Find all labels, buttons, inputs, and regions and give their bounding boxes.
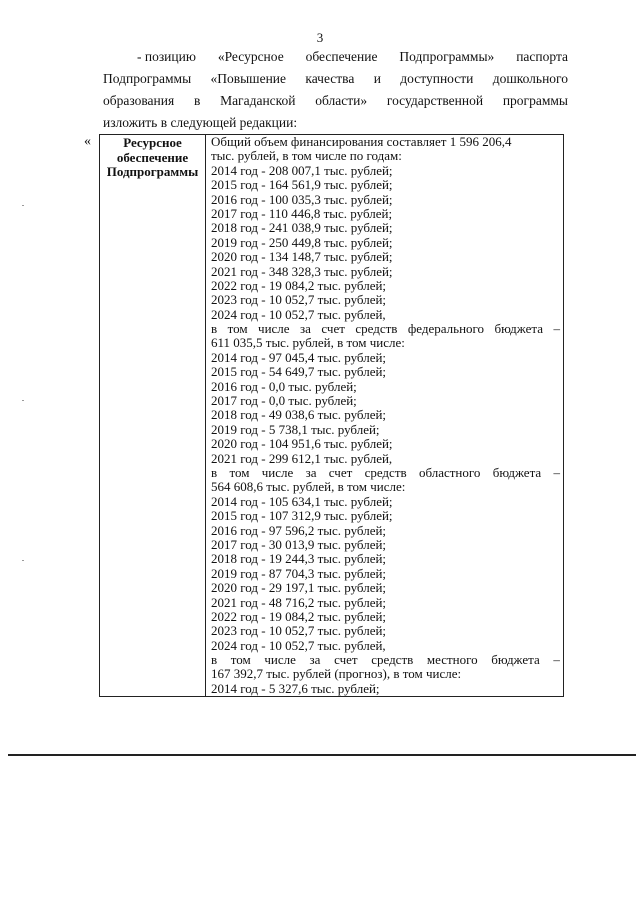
funding-line: 2021 год - 48 716,2 тыс. рублей; bbox=[211, 594, 387, 610]
intro-word: обеспечение bbox=[305, 49, 378, 64]
intro-word: образования bbox=[103, 93, 175, 108]
funding-word: числе bbox=[261, 464, 294, 480]
funding-line: 2014 год - 97 045,4 тыс. рублей; bbox=[211, 349, 387, 365]
funding-line: 2014 год - 105 634,1 тыс. рублей; bbox=[211, 493, 393, 509]
funding-line: 167 392,7 тыс. рублей (прогноз), в том числе: bbox=[211, 666, 462, 682]
scan-speck bbox=[22, 400, 24, 401]
intro-word: программы bbox=[502, 93, 568, 108]
funding-line bbox=[211, 653, 560, 667]
funding-word: за bbox=[300, 321, 311, 337]
intro-word: доступности bbox=[400, 71, 474, 86]
row-content-cell bbox=[206, 135, 564, 697]
funding-line: 2023 год - 10 052,7 тыс. рублей; bbox=[211, 623, 387, 639]
funding-line: 2018 год - 19 244,3 тыс. рублей; bbox=[211, 551, 387, 567]
funding-line bbox=[211, 466, 560, 480]
funding-line: 2024 год - 10 052,7 тыс. рублей, bbox=[211, 637, 386, 653]
intro-word: «Повышение bbox=[210, 71, 287, 86]
funding-line: 2016 год - 97 596,2 тыс. рублей; bbox=[211, 522, 387, 538]
intro-line-3 bbox=[103, 90, 568, 112]
funding-word: том bbox=[227, 321, 248, 337]
funding-line: 2024 год - 10 052,7 тыс. рублей, bbox=[211, 306, 386, 322]
intro-word: паспорта bbox=[516, 49, 568, 64]
funding-word: бюджета bbox=[492, 464, 542, 480]
resource-table bbox=[99, 134, 564, 697]
funding-word: бюджета bbox=[491, 652, 540, 668]
funding-word: числе bbox=[264, 652, 296, 668]
intro-word: дошкольного bbox=[492, 71, 568, 86]
funding-line: 2022 год - 19 084,2 тыс. рублей; bbox=[211, 608, 387, 624]
funding-line: 2017 год - 0,0 тыс. рублей; bbox=[211, 393, 357, 409]
funding-word: областного bbox=[418, 464, 481, 480]
funding-line: 2014 год - 208 007,1 тыс. рублей; bbox=[211, 162, 393, 178]
intro-word: качества bbox=[305, 71, 355, 86]
funding-word: – bbox=[553, 652, 560, 668]
funding-word: бюджета bbox=[494, 321, 543, 337]
funding-word: в bbox=[211, 652, 218, 668]
funding-word: федерального bbox=[407, 321, 485, 337]
opening-quote: « bbox=[84, 134, 91, 149]
funding-line: 2014 год - 5 327,6 тыс. рублей; bbox=[211, 680, 380, 696]
funding-line: Общий объем финансирования составляет 1 596 206,4 bbox=[211, 134, 512, 149]
funding-word: том bbox=[229, 464, 250, 480]
intro-line-2 bbox=[103, 68, 568, 90]
funding-line: 2019 год - 5 738,1 тыс. рублей; bbox=[211, 421, 380, 437]
funding-line: 2017 год - 110 446,8 тыс. рублей; bbox=[211, 205, 393, 221]
intro-word: Подпрограммы bbox=[103, 71, 192, 86]
funding-line: 2023 год - 10 052,7 тыс. рублей; bbox=[211, 292, 387, 308]
funding-line bbox=[211, 322, 560, 336]
funding-word: счет bbox=[321, 321, 345, 337]
funding-word: – bbox=[553, 464, 560, 480]
funding-line: 611 035,5 тыс. рублей, в том числе: bbox=[211, 335, 405, 351]
funding-word: в bbox=[211, 464, 218, 480]
intro-line-1 bbox=[103, 46, 568, 68]
funding-line: 2016 год - 0,0 тыс. рублей; bbox=[211, 378, 357, 394]
page-number: 3 bbox=[316, 30, 324, 45]
intro-word: - позицию bbox=[137, 49, 196, 64]
funding-line: 2020 год - 29 197,1 тыс. рублей; bbox=[211, 580, 387, 596]
funding-line: 2015 год - 107 312,9 тыс. рублей; bbox=[211, 508, 393, 524]
row-label-cell bbox=[100, 135, 206, 697]
funding-line: 2017 год - 30 013,9 тыс. рублей; bbox=[211, 536, 387, 552]
intro-word: области» bbox=[315, 93, 368, 108]
funding-line: 564 608,6 тыс. рублей, в том числе: bbox=[211, 479, 406, 495]
funding-line: 2016 год - 100 035,3 тыс. рублей; bbox=[211, 191, 393, 207]
intro-word: государственной bbox=[386, 93, 484, 108]
table-row bbox=[100, 135, 564, 697]
intro-paragraph bbox=[103, 46, 568, 134]
intro-word: Магаданской bbox=[220, 93, 296, 108]
funding-word: средств bbox=[355, 321, 398, 337]
funding-word: за bbox=[309, 652, 321, 668]
funding-line: 2015 год - 164 561,9 тыс. рублей; bbox=[211, 177, 393, 193]
funding-line: 2019 год - 250 449,8 тыс. рублей; bbox=[211, 234, 393, 250]
intro-line-4: изложить в следующей редакции: bbox=[103, 115, 298, 130]
funding-line: 2018 год - 49 038,6 тыс. рублей; bbox=[211, 407, 387, 423]
funding-line: тыс. рублей, в том числе по годам: bbox=[211, 148, 402, 164]
scan-speck bbox=[22, 205, 24, 206]
funding-line: 2020 год - 104 951,6 тыс. рублей; bbox=[211, 436, 393, 452]
funding-word: за bbox=[305, 464, 317, 480]
funding-line: 2020 год - 134 148,7 тыс. рублей; bbox=[211, 249, 393, 265]
row-label-line: Ресурсное bbox=[123, 135, 182, 150]
funding-word: числе bbox=[258, 321, 290, 337]
intro-word: Подпрограммы» bbox=[399, 49, 495, 64]
funding-line: 2015 год - 54 649,7 тыс. рублей; bbox=[211, 364, 387, 380]
intro-word: и bbox=[373, 71, 381, 86]
row-label-line: обеспечение bbox=[116, 149, 189, 165]
funding-line: 2021 год - 299 612,1 тыс. рублей, bbox=[211, 450, 393, 466]
funding-line: 2021 год - 348 328,3 тыс. рублей; bbox=[211, 263, 393, 279]
funding-word: местного bbox=[426, 652, 478, 668]
funding-word: средств bbox=[364, 464, 407, 480]
funding-word: – bbox=[553, 321, 560, 337]
funding-word: счет bbox=[334, 652, 358, 668]
funding-line: 2019 год - 87 704,3 тыс. рублей; bbox=[211, 565, 387, 581]
row-label-line: Подпрограммы bbox=[106, 164, 199, 179]
intro-word: в bbox=[193, 93, 201, 108]
funding-line: 2022 год - 19 084,2 тыс. рублей; bbox=[211, 277, 387, 293]
funding-line: 2018 год - 241 038,9 тыс. рублей; bbox=[211, 220, 393, 236]
funding-word: средств bbox=[371, 652, 414, 668]
funding-word: в bbox=[211, 321, 218, 337]
funding-word: том bbox=[230, 652, 251, 668]
funding-word: счет bbox=[328, 464, 353, 480]
intro-word: «Ресурсное bbox=[217, 49, 284, 64]
footer-rule bbox=[8, 754, 636, 756]
scan-speck bbox=[22, 560, 24, 561]
